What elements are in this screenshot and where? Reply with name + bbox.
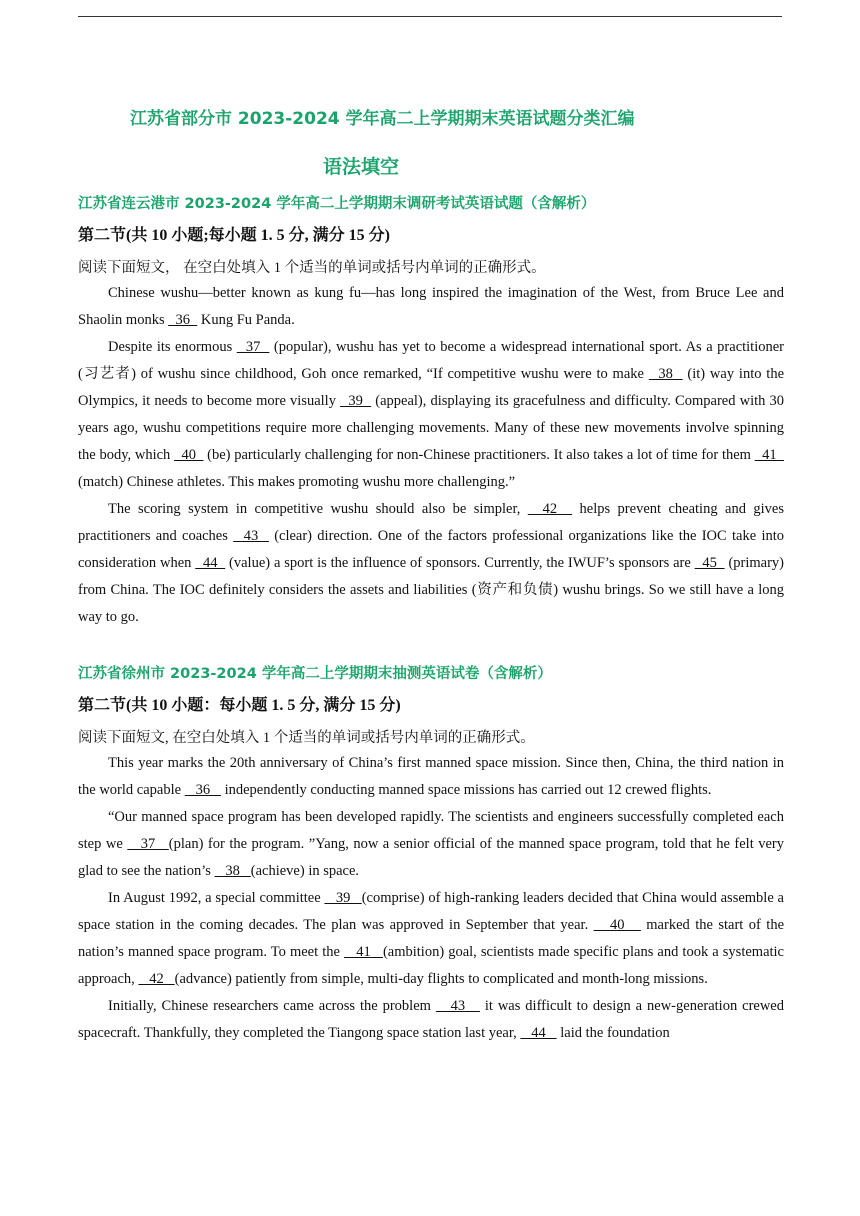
section1-source: 江苏省连云港市 2023-2024 学年高二上学期期末调研考试英语试题（含解析） [78,196,596,212]
section1-paragraph-3: The scoring system in competitive wushu should also be simpler, 42 helps prevent cheating and gives practitioners and coaches 43 (clear) direction. One of the factors professional organizations like the IOC take into consideration when 44 (value) a sport is the influence of sponsors. Currently, the IWUF’s sponsors are 45 (primary) from China. The IOC definitely considers the assets and liabilities (资产和负债) wushu brings. So we still have a long way to go. [78,501,785,625]
blank-40[interactable]: 40 [174,447,204,463]
blank-39[interactable]: 39 [340,393,372,409]
blank-38[interactable]: 38 [214,863,251,879]
blank-40[interactable]: 40 [593,917,641,933]
document-title: 江苏省部分市 2023-2024 学年高二上学期期末英语试题分类汇编 [130,109,635,129]
blank-45[interactable]: 45 [694,555,725,571]
blank-37[interactable]: 37 [236,339,270,355]
section1-passage [78,280,784,631]
blank-36[interactable]: 36 [168,312,198,328]
section2-paragraph-3: In August 1992, a special committee 39 (comprise) of high-ranking leaders decided that China would assemble a space station in the coming decades. The plan was approved in September that year. 40 marked the start of the nation’s manned space program. To meet the 41 (ambition) goal, scientists made specific plans and took a systematic approach, 42 (advance) patiently from simple, multi-day flights to complicated and month-long missions. [78,890,785,987]
document-subtitle: 语法填空 [322,156,399,178]
blank-43[interactable]: 43 [435,998,480,1014]
blank-41[interactable]: 41 [344,944,383,960]
section2-paragraph-1: This year marks the 20th anniversary of China’s first manned space mission. Since then, China, the third nation in the world capable 36 independently conducting manned space missions has carried out 12 crewed flights. [78,755,784,798]
section2-source: 江苏省徐州市 2023-2024 学年高二上学期期末抽测英语试卷（含解析） [78,666,552,682]
section2-paragraph-2: “Our manned space program has been developed rapidly. The scientists and engineers successfully completed each step we 37 (plan) for the program. ”Yang, now a senior official of the manned space program, told that he felt very glad to see the nation’s 38 (achieve) in space. [78,809,785,879]
section2-paragraph-4: Initially, Chinese researchers came across the problem 43 it was difficult to design a new-generation crewed spacecraft. Thankfully, they completed the Tiangong space station last year, 44 laid the foundation [78,998,784,1041]
blank-43[interactable]: 43 [233,528,269,544]
blank-42[interactable]: 42 [138,971,175,987]
section2-instruction: 阅读下面短文, 在空白处填入 1 个适当的单词或括号内单词的正确形式。 [78,730,535,746]
blank-41[interactable]: 41 [754,447,784,463]
blank-38[interactable]: 38 [648,366,683,382]
section1-heading: 第二节(共 10 小题;每小题 1. 5 分, 满分 15 分) [78,227,390,244]
blank-44[interactable]: 44 [520,1025,557,1041]
blank-37[interactable]: 37 [127,836,169,852]
header-rule [78,16,782,17]
section2-heading: 第二节(共 10 小题：每小题 1. 5 分, 满分 15 分) [78,697,401,714]
section2-passage [78,750,784,1047]
section1-instruction: 阅读下面短文， 在空白处填入 1 个适当的单词或括号内单词的正确形式。 [78,260,546,276]
blank-44[interactable]: 44 [195,555,226,571]
blank-36[interactable]: 36 [184,782,221,798]
blank-42[interactable]: 42 [527,501,573,517]
section1-paragraph-2: Despite its enormous 37 (popular), wushu has yet to become a widespread international sport. As a practitioner (习艺者) of wushu since childhood, Goh once remarked, “If competitive wushu were to make 38 (it) way into the Olympics, it needs to become more visually 39 (appeal), displaying its gracefulness and difficulty. Compared with 30 years ago, wushu competitions require more challenging movements. Many of these new movements involve spinning the body, which 40 (be) particularly challenging for non-Chinese practitioners. It also takes a lot of time for them 41 (match) Chinese athletes. This makes promoting wushu more challenging.” [78,339,785,490]
section1-paragraph-1: Chinese wushu—better known as kung fu—has long inspired the imagination of the West, from Bruce Lee and Shaolin monks 36 Kung Fu Panda. [78,285,784,328]
blank-39[interactable]: 39 [324,890,362,906]
